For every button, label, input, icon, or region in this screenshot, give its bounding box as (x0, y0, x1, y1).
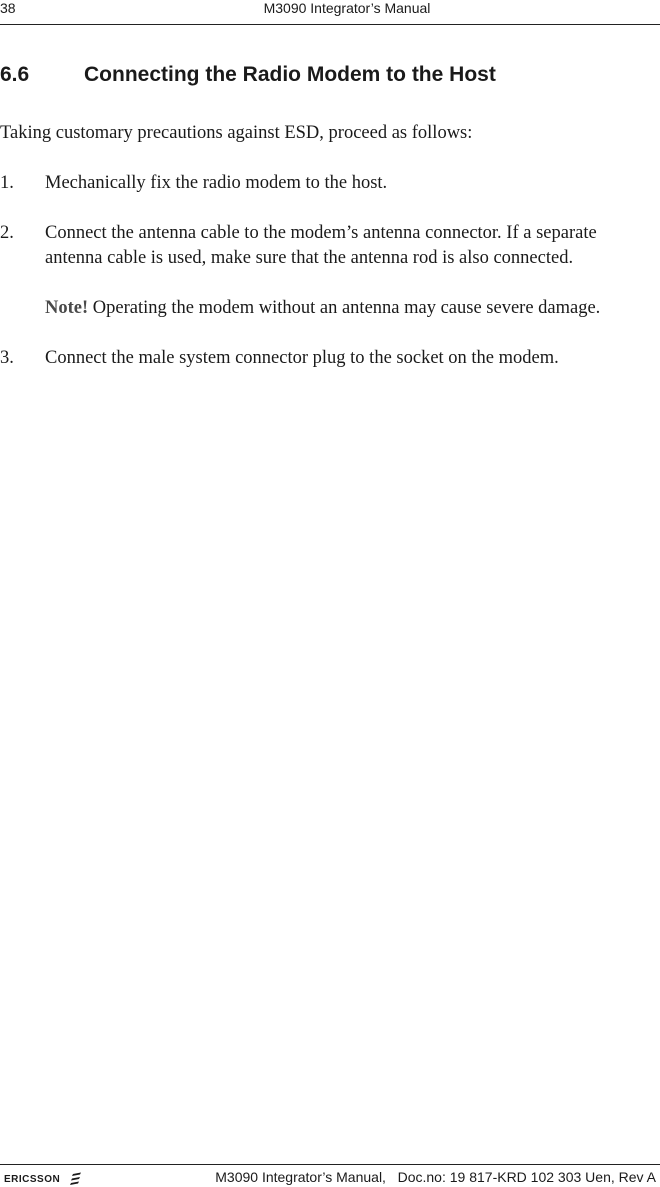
list-item (0, 171, 660, 196)
list-marker: 1. (0, 173, 14, 193)
list-item (0, 221, 660, 321)
page-footer (0, 1164, 660, 1187)
list-marker: 2. (0, 223, 14, 243)
footer-doc-info: M3090 Integrator’s Manual, Doc.no: 19 817-KRD 102 303 Uen, Rev A (215, 1169, 656, 1185)
ericsson-logo-icon (70, 1172, 82, 1186)
section-number: 6.6 (0, 63, 30, 86)
list-marker: 3. (0, 348, 14, 368)
logo-wordmark: ERICSSON (4, 1173, 61, 1185)
note-text: Operating the modem without an antenna may cause severe damage. (88, 298, 601, 318)
step-text: Connect the antenna cable to the modem’s antenna connector. If a separate antenna cable is used, make sure that the antenna rod is also connected. (45, 223, 597, 268)
intro-paragraph: Taking customary precautions against ESD, proceed as follows: (0, 123, 473, 143)
section-title: Connecting the Radio Modem to the Host (84, 63, 496, 86)
step-text: Mechanically fix the radio modem to the host. (45, 173, 388, 193)
note-label: Note! (45, 298, 89, 318)
page-number: 38 (0, 0, 16, 16)
list-item (0, 346, 660, 371)
running-title: M3090 Integrator’s Manual (263, 0, 431, 16)
section-heading (0, 62, 496, 88)
note-paragraph (45, 296, 625, 321)
page-header (0, 0, 660, 25)
step-text: Connect the male system connector plug to the socket on the modem. (45, 348, 559, 368)
steps-list (0, 171, 660, 396)
ericsson-logo (4, 1172, 82, 1186)
